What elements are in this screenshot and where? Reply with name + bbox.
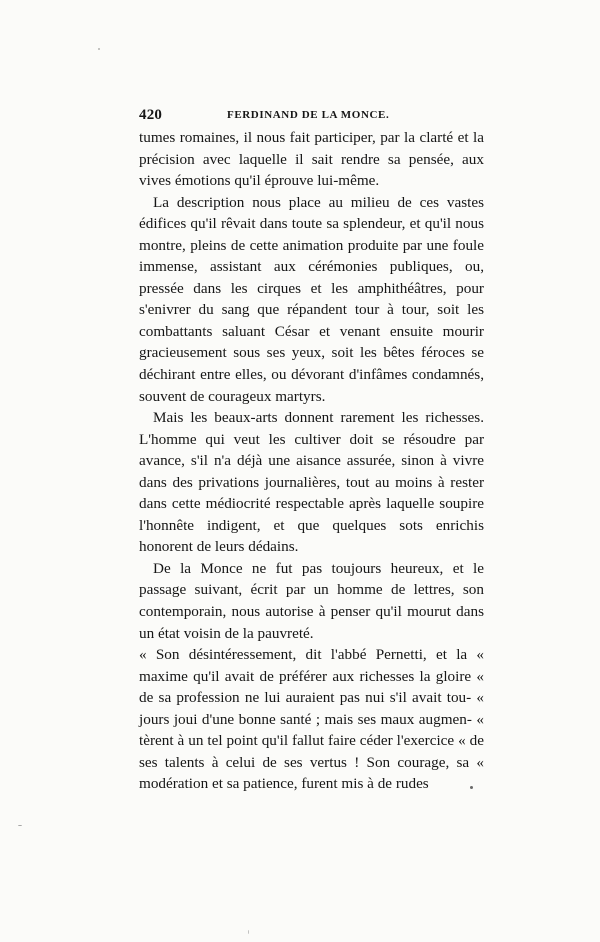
- paragraph-quotation: « Son désintéressement, dit l'abbé Pernetti, et la « maxime qu'il avait de préférer aux richesses la gloire « de sa profession ne lui auraient pas nui s'il avait tou- « jours joui d'une bonne santé ; mais ses maux augmen- « tèrent à un tel point qu'il fallut faire céder l'exercice « de ses talents à celui de ses vertus ! Son courage, sa « modération et sa patience, furent mis à de rudes: [139, 646, 484, 793]
- ink-speck: [98, 48, 100, 50]
- running-head: FERDINAND DE LA MONCE.: [227, 109, 390, 121]
- ink-speck: [248, 930, 249, 934]
- body-text: [139, 127, 484, 795]
- paragraph-de-la-monce: De la Monce ne fut pas toujours heureux, et le passage suivant, écrit par un homme de lettres, son contemporain, nous autorise à penser qu'il mourut dans un état voisin de la pauvreté.: [139, 559, 484, 642]
- ink-speck: [470, 786, 473, 789]
- ink-speck: [18, 825, 22, 826]
- page-number: 420: [139, 107, 163, 123]
- page-header: [139, 107, 484, 127]
- paragraph-continuation: tumes romaines, il nous fait participer, par la clarté et la précision avec laquelle il sait rendre sa pensée, aux vives émotions qu'il éprouve lui-même.: [139, 129, 484, 190]
- paragraph-beaux-arts: Mais les beaux-arts donnent rarement les richesses. L'homme qui veut les cultiver doit se résoudre par avance, s'il n'a déjà une aisance assurée, sinon à vivre dans des privations journalières, tout au moins à rester dans cette médiocrité respectable après laquelle soupire l'honnête indigent, et que quelques sots enrichis honorent de leurs dédains.: [139, 409, 484, 556]
- paragraph-description: La description nous place au milieu de ces vastes édifices qu'il rêvait dans toute sa splendeur, et qu'il nous montre, pleins de cette animation produite par une foule immense, assistant aux cérémonies publiques, ou, pressée dans les cirques et les amphithéâtres, pour s'enivrer du sang que répandent tour à tour, soit les combattants saluant César et venant ensuite mourir gracieusement sous ses yeux, soit les bêtes féroces se déchirant entre elles, ou dévorant d'infâmes condamnés, souvent de courageux martyrs.: [139, 193, 484, 405]
